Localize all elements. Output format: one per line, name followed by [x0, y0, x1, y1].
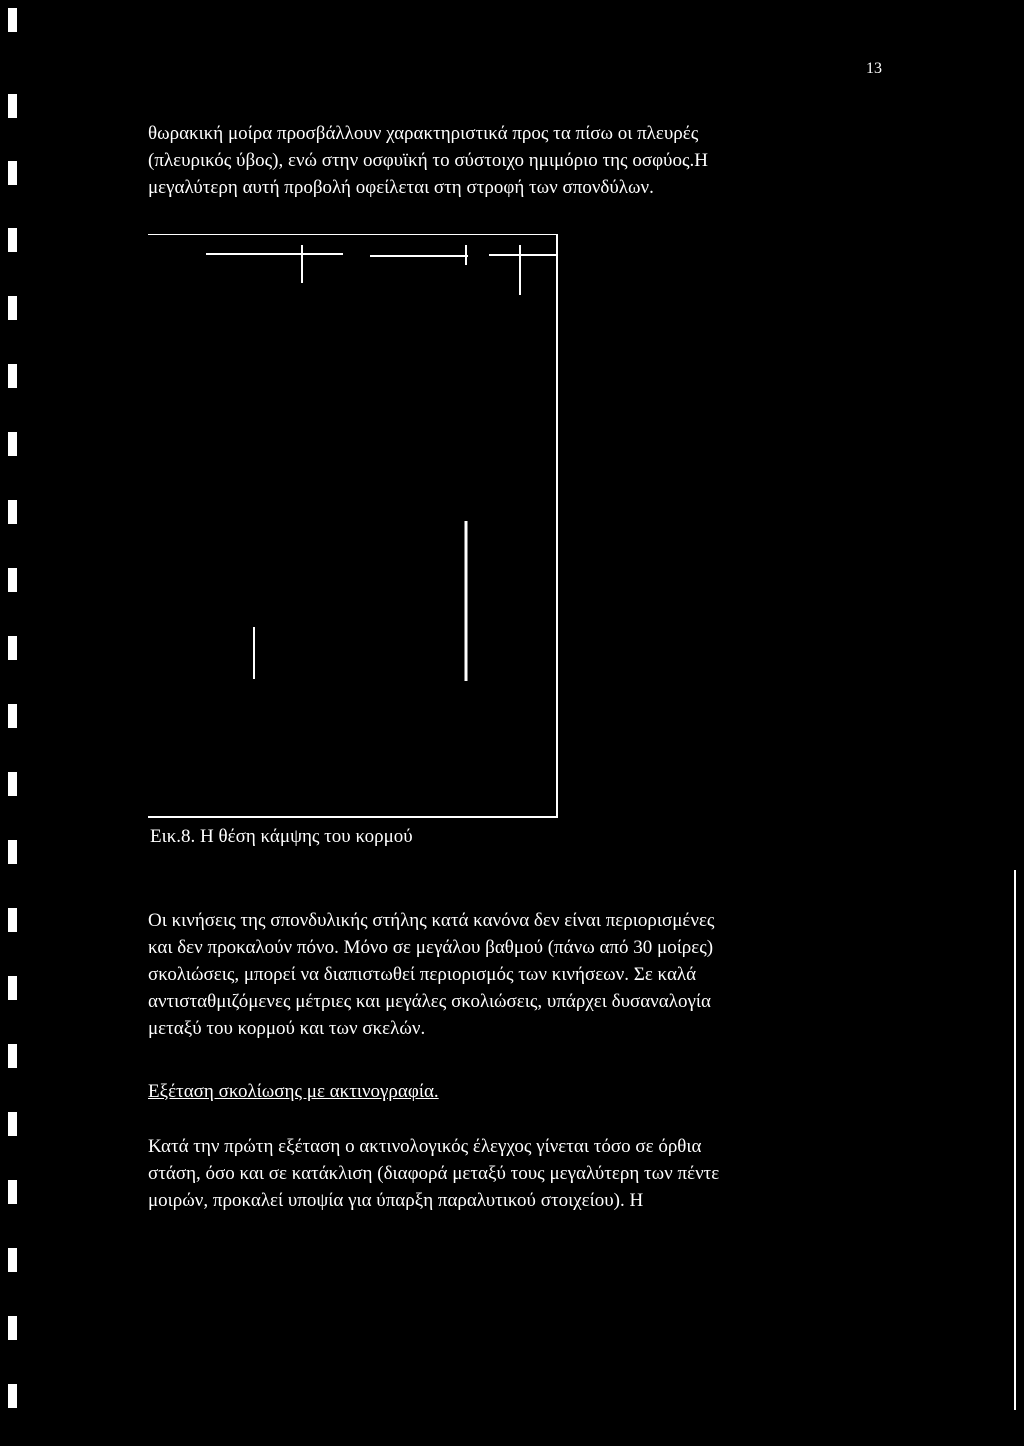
margin-mark [8, 1248, 17, 1272]
section-heading: Εξέταση σκολίωσης με ακτινογραφία. [148, 1081, 439, 1102]
margin-mark [8, 976, 17, 1000]
margin-mark [8, 296, 17, 320]
text-line: και δεν προκαλούν πόνο. Μόνο σε μεγάλου βαθμού (πάνω από 30 μοίρες) [148, 937, 714, 958]
margin-mark [8, 840, 17, 864]
text-line: Οι κινήσεις της σπονδυλικής στήλης κατά κανόνα δεν είναι περιορισμένες [148, 910, 715, 931]
margin-mark [8, 364, 17, 388]
margin-mark [8, 908, 17, 932]
margin-mark [8, 636, 17, 660]
text-line: (πλευρικός ύβος), ενώ στην οσφυϊκή το σύστοιχο ημιμόριο της οσφύος.Η [148, 150, 708, 171]
scan-edge-line [1014, 870, 1016, 1410]
margin-mark [8, 1044, 17, 1068]
figure-drawing [148, 235, 558, 819]
text-line: θωρακική μοίρα προσβάλλουν χαρακτηριστικά προς τα πίσω οι πλευρές [148, 123, 699, 144]
text-line: μεγαλύτερη αυτή προβολή οφείλεται στη στροφή των σπονδύλων. [148, 177, 654, 198]
figure-caption: Εικ.8. Η θέση κάμψης του κορμού [150, 826, 413, 847]
margin-mark [8, 704, 17, 728]
margin-mark [8, 1180, 17, 1204]
paragraph-xray [148, 1133, 888, 1214]
margin-mark [8, 568, 17, 592]
margin-mark [8, 1316, 17, 1340]
margin-mark [8, 1384, 17, 1408]
margin-mark [8, 1112, 17, 1136]
text-line: στάση, όσο και σε κατάκλιση (διαφορά μεταξύ τους μεγαλύτερη των πέντε [148, 1163, 720, 1184]
text-line: αντισταθμιζόμενες μέτριες και μεγάλες σκολιώσεις, υπάρχει δυσαναλογία [148, 991, 711, 1012]
margin-mark [8, 500, 17, 524]
text-line: Κατά την πρώτη εξέταση ο ακτινολογικός έλεγχος γίνεται τόσο σε όρθια [148, 1136, 702, 1157]
paragraph-intro [148, 120, 888, 201]
margin-mark [8, 94, 17, 118]
margin-mark [8, 161, 17, 185]
page-number: 13 [866, 60, 882, 77]
margin-mark [8, 228, 17, 252]
text-line: σκολιώσεις, μπορεί να διαπιστωθεί περιορισμός των κινήσεων. Σε καλά [148, 964, 697, 985]
margin-mark [8, 772, 17, 796]
margin-mark [8, 432, 17, 456]
text-line: μεταξύ του κορμού και των σκελών. [148, 1018, 426, 1039]
figure-frame [148, 234, 558, 818]
paragraph-movements [148, 907, 888, 1042]
margin-mark [8, 8, 17, 32]
text-line: μοιρών, προκαλεί υποψία για ύπαρξη παραλυτικού στοιχείου). Η [148, 1190, 644, 1211]
